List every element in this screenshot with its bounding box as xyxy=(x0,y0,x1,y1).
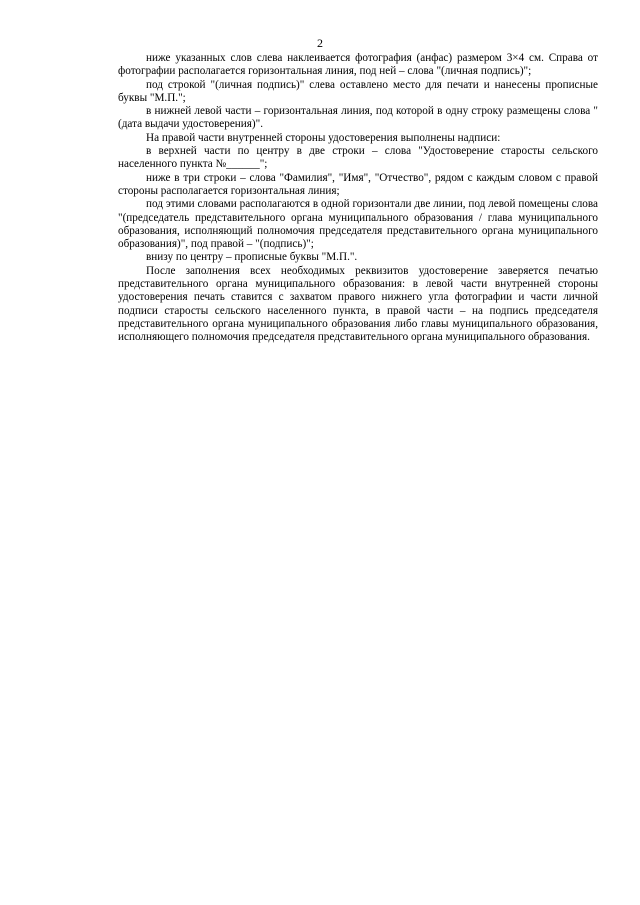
paragraph-photo-placement: ниже указанных слов слева наклеивается фотография (анфас) размером 3×4 см. Справа от фотографии располагается горизонтальная линия, под ней – слова "(личная подпись)"; xyxy=(118,52,598,78)
paragraph-bottom-stamp: внизу по центру – прописные буквы "М.П.". xyxy=(146,251,358,264)
paragraph-issue-date-line: в нижней левой части – горизонтальная линия, под которой в одну строку размещены слова "(дата выдачи удостоверения)". xyxy=(118,105,598,131)
paragraph-signature-lines: под этими словами располагаются в одной горизонтали две линии, под левой помещены слова "(председатель представительного органа муниципального образования / глава муниципального образования, исполняющий полномочия председателя представительного органа муниципального образования)", под правой – "(подпись)"; xyxy=(118,198,598,251)
paragraph-sealing-procedure: После заполнения всех необходимых реквизитов удостоверение заверяется печатью представительного органа муниципального образования: в левой части внутренней стороны удостоверения печать ставится с захватом правого нижнего угла фотографии и части личной подписи старосты сельского населенного пункта, в правой части – на подпись председателя представительного органа муниципального образования либо главы муниципального образования, исполняющего полномочия председателя представительного органа муниципального образования. xyxy=(118,264,598,344)
document-body xyxy=(118,52,598,345)
paragraph-stamp-place: под строкой "(личная подпись)" слева оставлено место для печати и нанесены прописные буквы "М.П."; xyxy=(118,78,598,104)
paragraph-right-side-intro: На правой части внутренней стороны удостоверения выполнены надписи: xyxy=(146,131,501,144)
paragraph-certificate-heading: в верхней части по центру в две строки – слова "Удостоверение старосты сельского населенного пункта №______"; xyxy=(118,145,598,171)
paragraph-name-fields: ниже в три строки – слова "Фамилия", "Имя", "Отчество", рядом с каждым словом с правой стороны располагается горизонтальная линия; xyxy=(118,171,598,197)
page-number: 2 xyxy=(317,36,323,50)
